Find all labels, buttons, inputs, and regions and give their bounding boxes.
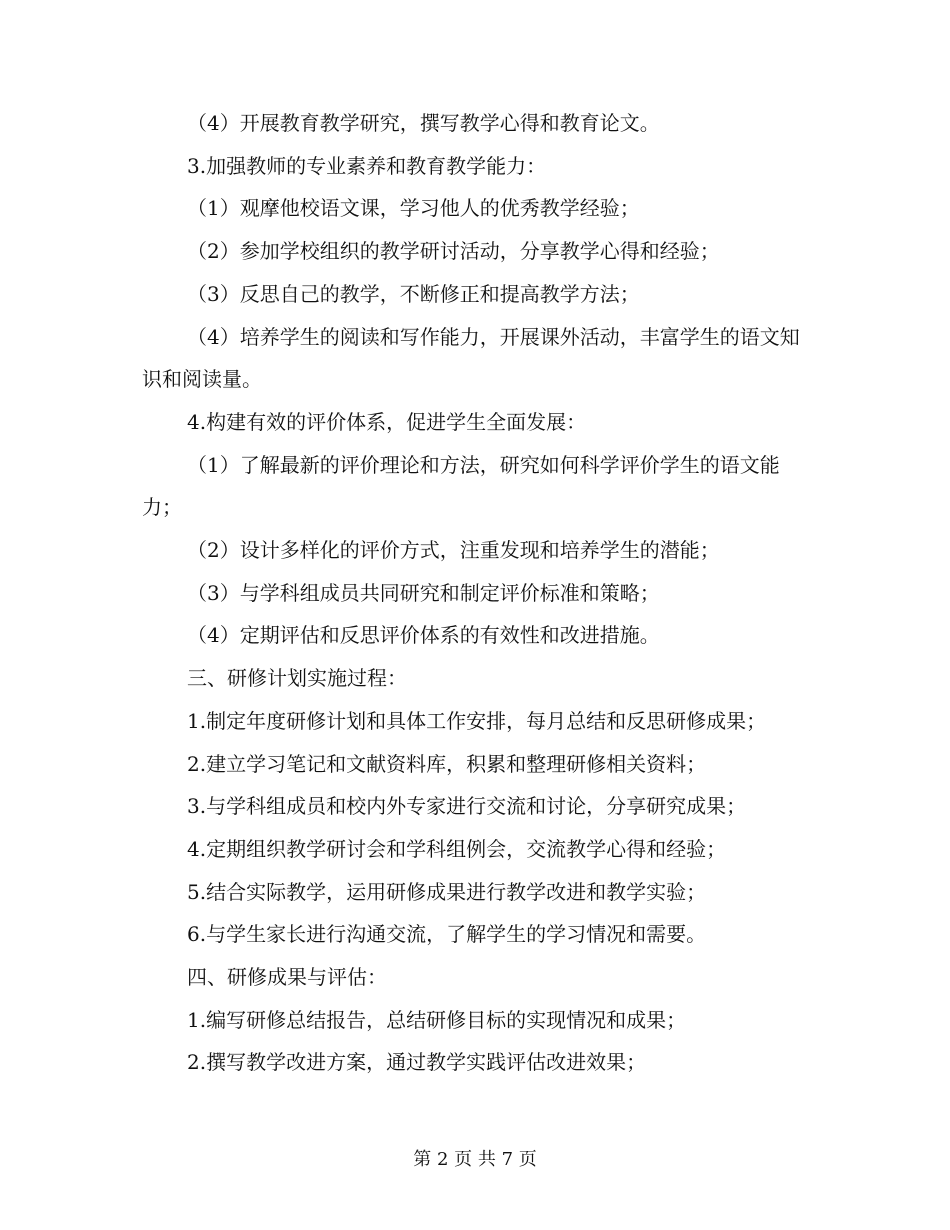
paragraph: 1.编写研修总结报告，总结研修目标的实现情况和成果； xyxy=(187,1007,687,1032)
paragraph: 6.与学生家长进行沟通交流，了解学生的学习情况和需要。 xyxy=(187,922,707,947)
paragraph: （3）与学科组成员共同研究和制定评价标准和策略； xyxy=(187,580,660,605)
paragraph: 4.定期组织教学研讨会和学科组例会，交流教学心得和经验； xyxy=(187,836,727,861)
paragraph: （4）开展教育教学研究，撰写教学心得和教育论文。 xyxy=(187,111,660,135)
paragraph: 2.撰写教学改进方案，通过教学实践评估改进效果； xyxy=(187,1050,647,1075)
page-number-footer: 第 2 页 共 7 页 xyxy=(413,1149,537,1170)
document-body xyxy=(142,102,808,1084)
paragraph: （1）了解最新的评价理论和方法，研究如何科学评价学生的语文能力； xyxy=(142,452,780,520)
paragraph: 2.建立学习笔记和文献资料库，积累和整理研修相关资料； xyxy=(187,751,707,776)
paragraph: 3.与学科组成员和校内外专家进行交流和讨论，分享研究成果； xyxy=(187,794,747,819)
paragraph: 4.构建有效的评价体系，促进学生全面发展： xyxy=(187,409,587,434)
paragraph: （1）观摩他校语文课，学习他人的优秀教学经验； xyxy=(187,196,640,221)
paragraph: 3.加强教师的专业素养和教育教学能力： xyxy=(187,153,547,178)
paragraph: （3）反思自己的教学，不断修正和提高教学方法； xyxy=(187,281,640,306)
paragraph: （2）参加学校组织的教学研讨活动，分享教学心得和经验； xyxy=(187,239,720,264)
paragraph: 5.结合实际教学，运用研修成果进行教学改进和教学实验； xyxy=(187,879,707,904)
paragraph: （4）培养学生的阅读和写作能力，开展课外活动，丰富学生的语文知识和阅读量。 xyxy=(142,324,800,392)
section-heading: 四、研修成果与评估： xyxy=(187,965,387,990)
paragraph: 1.制定年度研修计划和具体工作安排，每月总结和反思研修成果； xyxy=(187,708,767,733)
paragraph: （4）定期评估和反思评价体系的有效性和改进措施。 xyxy=(187,623,660,648)
section-heading: 三、研修计划实施过程： xyxy=(187,666,407,691)
paragraph: （2）设计多样化的评价方式，注重发现和培养学生的潜能； xyxy=(187,538,720,563)
